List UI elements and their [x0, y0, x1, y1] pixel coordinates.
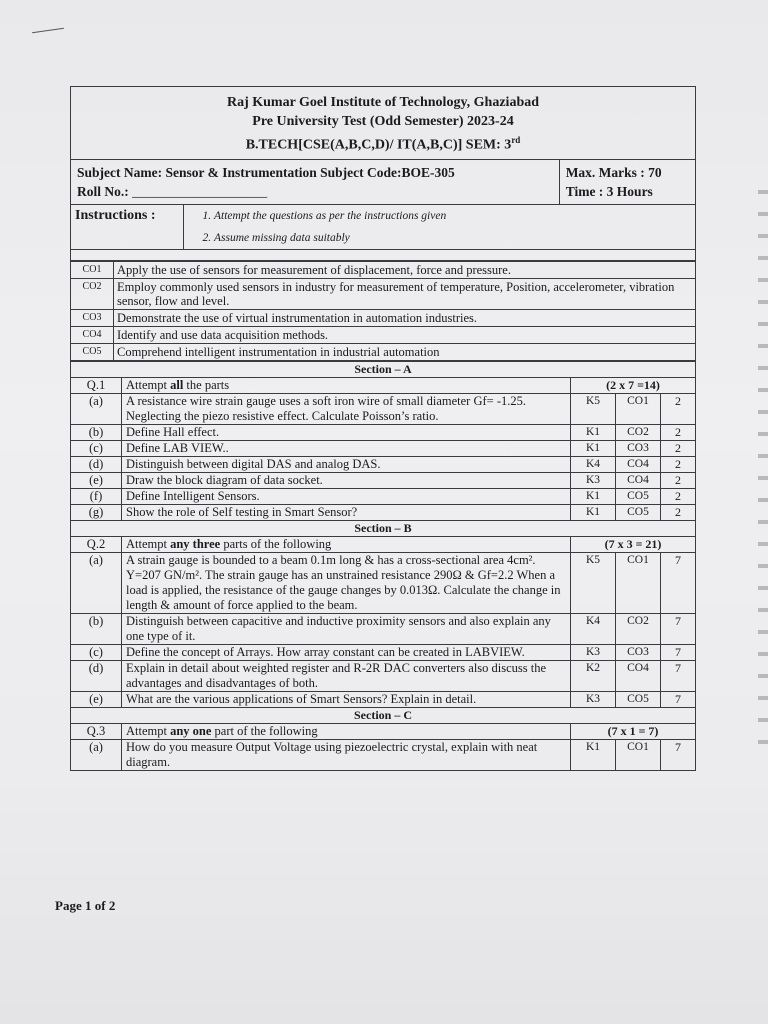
instr-pre: Attempt [126, 377, 171, 392]
co-row [71, 326, 696, 343]
part-marks: 7 [661, 739, 696, 770]
course-outcomes-table [70, 261, 696, 361]
instructions-label: Instructions : [71, 205, 184, 249]
question-instruction [122, 377, 571, 393]
roll-no [77, 182, 553, 201]
question-paper [70, 86, 696, 771]
question-head-row [71, 723, 696, 739]
knowledge-level: K5 [571, 393, 616, 424]
instr-bold: any three [170, 536, 221, 551]
course-outcome: CO1 [616, 393, 661, 424]
instr-post: parts of the following [220, 536, 332, 551]
time-allowed: Time : 3 Hours [565, 183, 653, 199]
pen-mark [32, 28, 64, 33]
section-title: Section – A [71, 361, 696, 377]
part-label: (f) [71, 488, 122, 504]
course-outcome: CO1 [616, 739, 661, 770]
roll-blank: ____________________ [132, 183, 268, 199]
page-total: 2 [108, 898, 116, 913]
course-outcome: CO5 [616, 504, 661, 520]
co-row [71, 309, 696, 326]
question-part-row [71, 691, 696, 707]
header-row [71, 87, 696, 160]
course-outcome: CO4 [616, 660, 661, 691]
course-outcome: CO5 [616, 488, 661, 504]
instr-post: part of the following [211, 723, 318, 738]
part-text: Show the role of Self testing in Smart Sensor? [122, 504, 571, 520]
part-text: A strain gauge is bounded to a beam 0.1m long & has a cross-sectional area 4cm². Y=207 GN/m². The strain gauge has an unstrained resistance 290Ω & Gf=2.2 When a load is applied, the resistance of the gauge changes by 0.013Ω. Calculate the change in length & amount of force applied to the beam. [122, 552, 571, 613]
page-mid: of [91, 898, 109, 913]
knowledge-level: K4 [571, 613, 616, 644]
part-label: (g) [71, 504, 122, 520]
question-part-row [71, 739, 696, 770]
part-marks: 2 [661, 393, 696, 424]
knowledge-level: K2 [571, 660, 616, 691]
part-text: Distinguish between capacitive and inductive proximity sensors and also explain any one type of it. [122, 613, 571, 644]
part-label: (e) [71, 472, 122, 488]
part-text: What are the various applications of Smart Sensors? Explain in detail. [122, 691, 571, 707]
co-text: Employ commonly used sensors in industry for measurement of temperature, Position, accelerometer, vibration sensor, flow and level. [114, 278, 696, 309]
part-marks: 2 [661, 440, 696, 456]
course-line [75, 131, 691, 155]
section-title-row [71, 520, 696, 536]
question-marks: (2 x 7 =14) [571, 377, 696, 393]
max-marks: Max. Marks : 70 [565, 164, 662, 180]
part-marks: 2 [661, 456, 696, 472]
question-part-row [71, 660, 696, 691]
marks-time-cell [559, 159, 695, 204]
question-number: Q.1 [71, 377, 122, 393]
instr-pre: Attempt [126, 723, 171, 738]
co-code: CO3 [71, 309, 114, 326]
course-outcome: CO2 [616, 613, 661, 644]
exam-name: Pre University Test (Odd Semester) 2023-24 [252, 114, 514, 129]
questions-table [70, 361, 696, 771]
course-outcome: CO4 [616, 456, 661, 472]
part-marks: 2 [661, 504, 696, 520]
section-title: Section – B [71, 520, 696, 536]
knowledge-level: K1 [571, 739, 616, 770]
course-outcome: CO3 [616, 440, 661, 456]
part-marks: 2 [661, 472, 696, 488]
subject-cell [71, 159, 560, 204]
knowledge-level: K1 [571, 440, 616, 456]
section-title-row [71, 361, 696, 377]
course-outcome: CO4 [616, 472, 661, 488]
co-text: Comprehend intelligent instrumentation in industrial automation [114, 343, 696, 360]
part-label: (c) [71, 644, 122, 660]
instr-pre: Attempt [126, 536, 171, 551]
question-head-row [71, 536, 696, 552]
co-text: Demonstrate the use of virtual instrumentation in automation industries. [114, 309, 696, 326]
part-text: A resistance wire strain gauge uses a soft iron wire of small diameter Gf= -1.25. Neglecting the piezo resistive effect. Calculate Poisson’s ratio. [122, 393, 571, 424]
question-part-row [71, 552, 696, 613]
part-text: Define Intelligent Sensors. [122, 488, 571, 504]
instructions-list-cell [184, 205, 696, 249]
question-part-row [71, 424, 696, 440]
question-marks: (7 x 1 = 7) [571, 723, 696, 739]
part-text: Define LAB VIEW.. [122, 440, 571, 456]
instr-bold: any one [170, 723, 212, 738]
co-row [71, 261, 696, 278]
section-title-row [71, 707, 696, 723]
header-cell [71, 87, 696, 160]
knowledge-level: K1 [571, 424, 616, 440]
co-text: Apply the use of sensors for measurement of displacement, force and pressure. [114, 261, 696, 278]
question-part-row [71, 393, 696, 424]
course-outcome: CO1 [616, 552, 661, 613]
question-part-row [71, 472, 696, 488]
instructions-list [188, 205, 691, 249]
co-row [71, 278, 696, 309]
instr-post: the parts [183, 377, 230, 392]
instructions-cell [71, 204, 696, 249]
part-marks: 2 [661, 488, 696, 504]
question-instruction [122, 723, 571, 739]
question-part-row [71, 644, 696, 660]
part-marks: 7 [661, 644, 696, 660]
part-label: (d) [71, 660, 122, 691]
page-prefix: Page [55, 898, 85, 913]
co-code: CO5 [71, 343, 114, 360]
question-instruction [122, 536, 571, 552]
institute-name: Raj Kumar Goel Institute of Technology, Ghaziabad [226, 95, 540, 110]
roll-label: Roll No.: [77, 183, 129, 199]
part-text: How do you measure Output Voltage using piezoelectric crystal, explain with neat diagram. [122, 739, 571, 770]
part-label: (a) [71, 552, 122, 613]
course-outcome: CO2 [616, 424, 661, 440]
co-row [71, 343, 696, 360]
page-number [55, 898, 115, 914]
part-label: (e) [71, 691, 122, 707]
question-part-row [71, 488, 696, 504]
instruction-item: 2. Assume missing data suitably [214, 227, 691, 249]
question-number: Q.2 [71, 536, 122, 552]
part-label: (a) [71, 739, 122, 770]
question-head-row [71, 377, 696, 393]
question-part-row [71, 613, 696, 644]
part-marks: 7 [661, 660, 696, 691]
course-sup: rd [511, 135, 521, 145]
part-label: (b) [71, 424, 122, 440]
question-part-row [71, 440, 696, 456]
spiral-binding [758, 190, 768, 750]
co-text: Identify and use data acquisition methods. [114, 326, 696, 343]
part-text: Define Hall effect. [122, 424, 571, 440]
instructions-row [71, 204, 696, 249]
knowledge-level: K4 [571, 456, 616, 472]
part-label: (a) [71, 393, 122, 424]
subject-name: Subject Name: Sensor & Instrumentation Subject Code:BOE-305 [77, 164, 455, 180]
knowledge-level: K1 [571, 504, 616, 520]
part-text: Distinguish between digital DAS and analog DAS. [122, 456, 571, 472]
part-marks: 7 [661, 552, 696, 613]
part-text: Draw the block diagram of data socket. [122, 472, 571, 488]
course-outcome: CO5 [616, 691, 661, 707]
part-label: (d) [71, 456, 122, 472]
part-marks: 7 [661, 691, 696, 707]
knowledge-level: K3 [571, 472, 616, 488]
knowledge-level: K3 [571, 644, 616, 660]
part-marks: 2 [661, 424, 696, 440]
subject-row [71, 159, 696, 204]
spacer-row [71, 249, 696, 260]
co-code: CO2 [71, 278, 114, 309]
instruction-item: 1. Attempt the questions as per the instructions given [214, 205, 691, 227]
knowledge-level: K5 [571, 552, 616, 613]
section-title: Section – C [71, 707, 696, 723]
page-current: 1 [84, 898, 92, 913]
question-part-row [71, 456, 696, 472]
course-outcome: CO3 [616, 644, 661, 660]
part-text: Explain in detail about weighted register and R-2R DAC converters also discuss the advantages and disadvantages of both. [122, 660, 571, 691]
instr-bold: all [170, 377, 184, 392]
question-marks: (7 x 3 = 21) [571, 536, 696, 552]
part-marks: 7 [661, 613, 696, 644]
part-label: (c) [71, 440, 122, 456]
part-label: (b) [71, 613, 122, 644]
question-part-row [71, 504, 696, 520]
knowledge-level: K3 [571, 691, 616, 707]
knowledge-level: K1 [571, 488, 616, 504]
paper-table [70, 86, 696, 261]
course-text: B.TECH[CSE(A,B,C,D)/ IT(A,B,C)] SEM: 3 [245, 137, 512, 153]
co-code: CO1 [71, 261, 114, 278]
part-text: Define the concept of Arrays. How array constant can be created in LABVIEW. [122, 644, 571, 660]
question-number: Q.3 [71, 723, 122, 739]
co-code: CO4 [71, 326, 114, 343]
